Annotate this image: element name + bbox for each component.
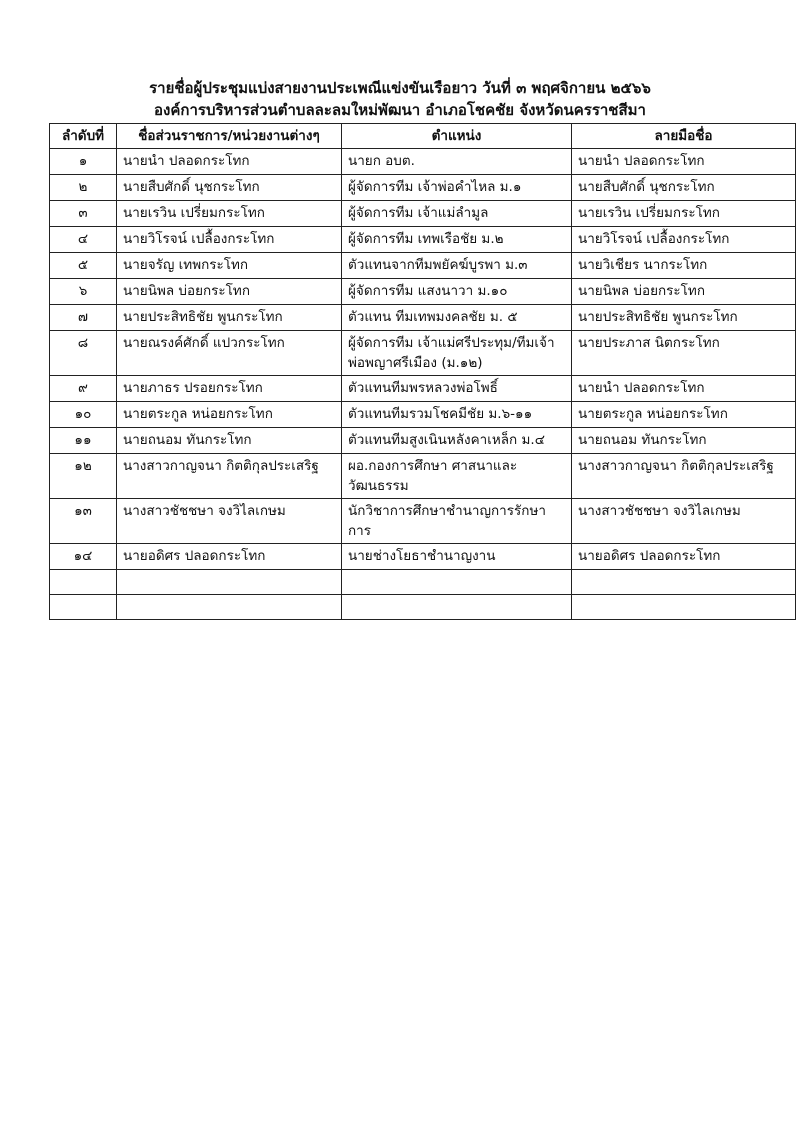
cell-name: นายนำ ปลอดกระโทก (117, 149, 342, 175)
cell-name: นายถนอม ทันกระโทก (117, 428, 342, 454)
cell-position: ตัวแทนทีมพรหลวงพ่อโพธิ์ (342, 376, 572, 402)
cell-name: นายอดิศร ปลอดกระโทก (117, 544, 342, 570)
cell-name: นางสาวกาญจนา กิตติกุลประเสริฐ (117, 454, 342, 499)
cell-signature (572, 595, 796, 620)
cell-no: ๑ (50, 149, 117, 175)
cell-position: ผอ.กองการศึกษา ศาสนาและวัฒนธรรม (342, 454, 572, 499)
cell-name: นายตระกูล หน่อยกระโทก (117, 402, 342, 428)
cell-no: ๕ (50, 253, 117, 279)
table-row (50, 149, 796, 175)
cell-name: นายเรวิน เปรี่ยมกระโทก (117, 201, 342, 227)
table-row-blank (50, 595, 796, 620)
cell-position: นักวิชาการศึกษาชำนาญการรักษาการ (342, 499, 572, 544)
cell-signature: นายนำ ปลอดกระโทก (572, 376, 796, 402)
table-row (50, 544, 796, 570)
cell-no: ๑๒ (50, 454, 117, 499)
table-row (50, 428, 796, 454)
cell-name (117, 595, 342, 620)
cell-name: นายนิพล บ่อยกระโทก (117, 279, 342, 305)
table-row (50, 305, 796, 331)
cell-name: นางสาวชัชชษา จงวิไลเกษม (117, 499, 342, 544)
cell-name (117, 570, 342, 595)
cell-signature: นายวิโรจน์ เปลื้องกระโทก (572, 227, 796, 253)
cell-no: ๑๔ (50, 544, 117, 570)
cell-name: นายณรงค์ศักดิ์ แปวกระโทก (117, 331, 342, 376)
cell-signature: นายนำ ปลอดกระโทก (572, 149, 796, 175)
cell-no: ๘ (50, 331, 117, 376)
cell-position: ตัวแทนทีมรวมโชคมีชัย ม.๖-๑๑ (342, 402, 572, 428)
table-row (50, 376, 796, 402)
cell-no: ๖ (50, 279, 117, 305)
cell-signature: นายตระกูล หน่อยกระโทก (572, 402, 796, 428)
table-row (50, 175, 796, 201)
cell-position: ผู้จัดการทีม เจ้าแม่ลำมูล (342, 201, 572, 227)
document-subtitle: องค์การบริหารส่วนตำบลละลมใหม่พัฒนา อำเภอโชคชัย จังหวัดนครราชสีมา (154, 101, 646, 119)
cell-no: ๑๐ (50, 402, 117, 428)
cell-name: นายสืบศักดิ์ นุชกระโทก (117, 175, 342, 201)
cell-signature: นายประภาส นิตกระโทก (572, 331, 796, 376)
cell-position: นายช่างโยธาชำนาญงาน (342, 544, 572, 570)
cell-position: ผู้จัดการทีม เจ้าแม่ศรีประทุม/ทีมเจ้าพ่อพญาศรีเมือง (ม.๑๒) (342, 331, 572, 376)
cell-signature: นายสืบศักดิ์ นุชกระโทก (572, 175, 796, 201)
table-row (50, 454, 796, 499)
cell-signature: นายถนอม ทันกระโทก (572, 428, 796, 454)
cell-name: นายวิโรจน์ เปลื้องกระโทก (117, 227, 342, 253)
cell-position: นายก อบต. (342, 149, 572, 175)
cell-position: ตัวแทน ทีมเทพมงคลชัย ม. ๕ (342, 305, 572, 331)
cell-no: ๔ (50, 227, 117, 253)
header-order: ลำดับที่ (50, 124, 117, 149)
header-name: ชื่อส่วนราชการ/หน่วยงานต่างๆ (117, 124, 342, 149)
cell-name: นายจรัญ เทพกระโทก (117, 253, 342, 279)
cell-position: ผู้จัดการทีม เทพเรือชัย ม.๒ (342, 227, 572, 253)
table-row (50, 253, 796, 279)
table-row (50, 499, 796, 544)
cell-no (50, 595, 117, 620)
cell-no: ๙ (50, 376, 117, 402)
cell-signature: นายอดิศร ปลอดกระโทก (572, 544, 796, 570)
cell-signature: นายประสิทธิชัย พูนกระโทก (572, 305, 796, 331)
cell-signature: นางสาวกาญจนา กิตติกุลประเสริฐ (572, 454, 796, 499)
table-row (50, 201, 796, 227)
attendance-table (49, 123, 796, 620)
cell-signature: นางสาวชัชชษา จงวิไลเกษม (572, 499, 796, 544)
cell-no (50, 570, 117, 595)
table-row (50, 402, 796, 428)
table-row-blank (50, 570, 796, 595)
cell-no: ๗ (50, 305, 117, 331)
cell-no: ๓ (50, 201, 117, 227)
cell-position: ผู้จัดการทีม เจ้าพ่อคำไหล ม.๑ (342, 175, 572, 201)
header-position: ตำแหน่ง (342, 124, 572, 149)
table-row (50, 331, 796, 376)
cell-position (342, 570, 572, 595)
table-row (50, 227, 796, 253)
table-header-row (50, 124, 796, 149)
cell-name: นายภาธร ปรอยกระโทก (117, 376, 342, 402)
cell-signature (572, 570, 796, 595)
document-title: รายชื่อผู้ประชุมแบ่งสายงานประเพณีแข่งขันเรือยาว วันที่ ๓ พฤศจิกายน ๒๕๖๖ (149, 79, 651, 97)
cell-position: ผู้จัดการทีม แสงนาวา ม.๑๐ (342, 279, 572, 305)
cell-signature: นายวิเชียร นากระโทก (572, 253, 796, 279)
cell-name: นายประสิทธิชัย พูนกระโทก (117, 305, 342, 331)
cell-position: ตัวแทนทีมสูงเนินหลังคาเหล็ก ม.๔ (342, 428, 572, 454)
header-signature: ลายมือชื่อ (572, 124, 796, 149)
cell-position (342, 595, 572, 620)
cell-position: ตัวแทนจากทีมพยัคฆ์บูรพา ม.๓ (342, 253, 572, 279)
cell-signature: นายนิพล บ่อยกระโทก (572, 279, 796, 305)
cell-no: ๑๓ (50, 499, 117, 544)
cell-no: ๑๑ (50, 428, 117, 454)
table-row (50, 279, 796, 305)
cell-signature: นายเรวิน เปรี่ยมกระโทก (572, 201, 796, 227)
cell-no: ๒ (50, 175, 117, 201)
